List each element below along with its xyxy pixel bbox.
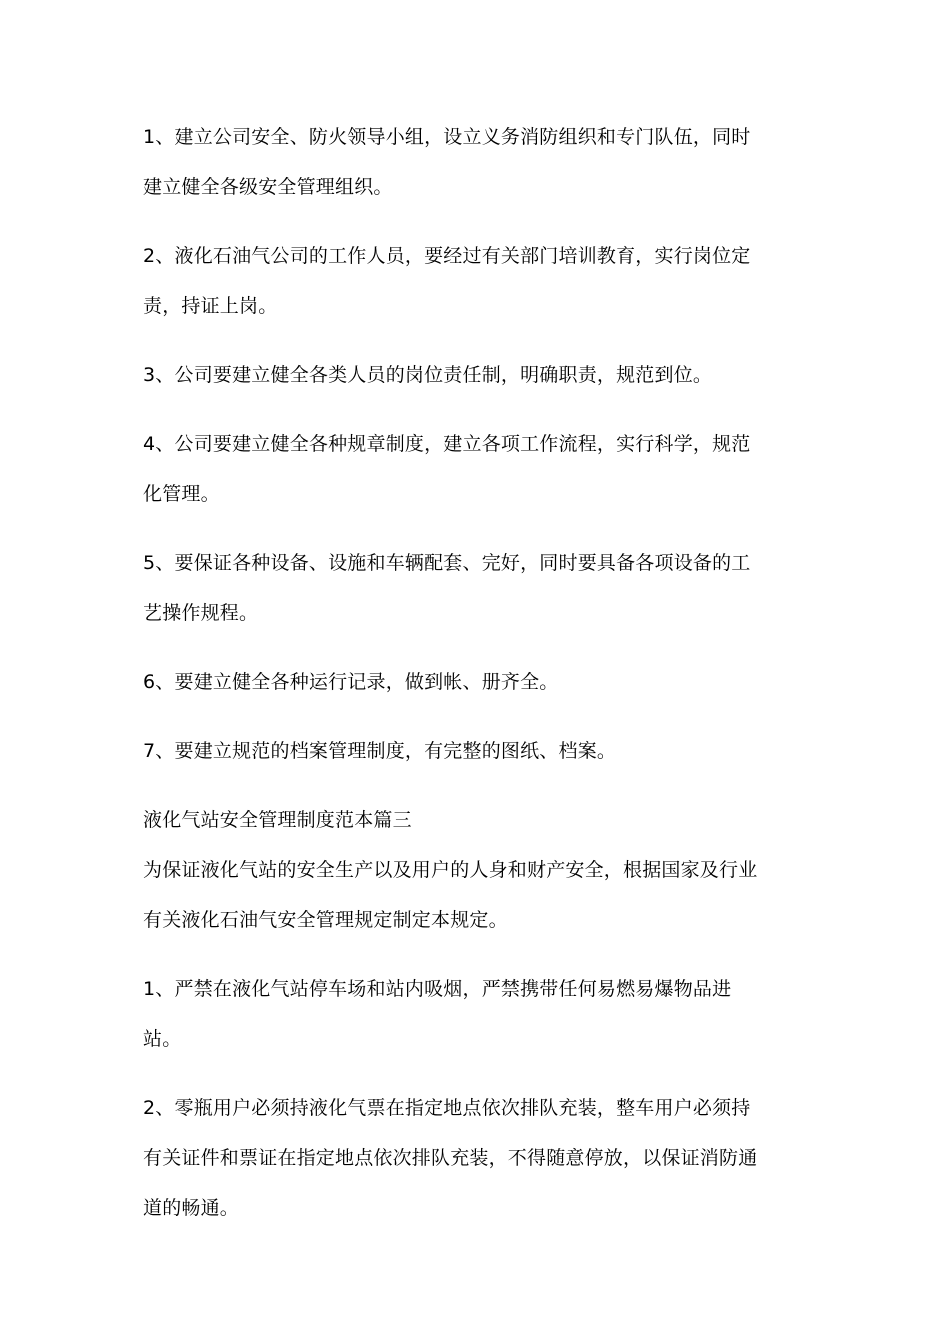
list-item-b2 xyxy=(143,1083,803,1233)
paragraph-line: 2、液化石油气公司的工作人员，要经过有关部门培训教育，实行岗位定 xyxy=(143,245,751,267)
list-item-a7 xyxy=(143,726,803,776)
paragraph-line: 2、零瓶用户必须持液化气票在指定地点依次排队充装，整车用户必须持 xyxy=(143,1097,751,1119)
paragraph-line: 责，持证上岗。 xyxy=(143,295,278,317)
list-item-a2 xyxy=(143,231,803,331)
list-item-a3 xyxy=(143,350,803,400)
paragraph-line: 1、建立公司安全、防火领导小组，设立义务消防组织和专门队伍，同时 xyxy=(143,126,751,148)
paragraph-line: 艺操作规程。 xyxy=(143,602,259,624)
list-item-a5 xyxy=(143,538,803,638)
paragraph-line: 化管理。 xyxy=(143,483,220,505)
paragraph-line: 为保证液化气站的安全生产以及用户的人身和财产安全，根据国家及行业 xyxy=(143,859,758,881)
list-item-a1 xyxy=(143,112,803,212)
intro-paragraph xyxy=(143,845,803,945)
paragraph-line: 6、要建立健全各种运行记录，做到帐、册齐全。 xyxy=(143,671,559,693)
paragraph-line: 3、公司要建立健全各类人员的岗位责任制，明确职责，规范到位。 xyxy=(143,364,713,386)
list-item-b1 xyxy=(143,964,803,1064)
paragraph-line: 4、公司要建立健全各种规章制度，建立各项工作流程，实行科学，规范 xyxy=(143,433,751,455)
paragraph-line: 站。 xyxy=(143,1028,182,1050)
paragraph-line: 有关液化石油气安全管理规定制定本规定。 xyxy=(143,909,508,931)
paragraph-line: 有关证件和票证在指定地点依次排队充装，不得随意停放，以保证消防通 xyxy=(143,1147,758,1169)
paragraph-line: 道的畅通。 xyxy=(143,1197,240,1219)
paragraph-line: 7、要建立规范的档案管理制度，有完整的图纸、档案。 xyxy=(143,740,617,762)
paragraph-line: 1、严禁在液化气站停车场和站内吸烟，严禁携带任何易燃易爆物品进 xyxy=(143,978,732,1000)
list-item-a4 xyxy=(143,419,803,519)
paragraph-line: 5、要保证各种设备、设施和车辆配套、完好，同时要具备各项设备的工 xyxy=(143,552,751,574)
section-title: 液化气站安全管理制度范本篇三 xyxy=(143,809,412,831)
paragraph-line: 建立健全各级安全管理组织。 xyxy=(143,176,393,198)
list-item-a6 xyxy=(143,657,803,707)
document-body xyxy=(143,112,803,1233)
